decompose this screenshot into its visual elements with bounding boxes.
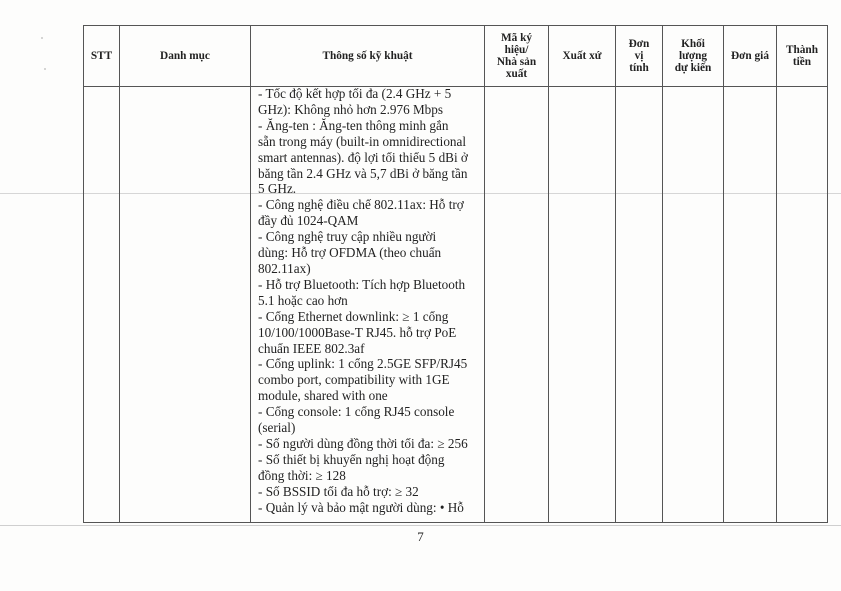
header-line: Khối (681, 37, 705, 50)
scan-speck (41, 37, 43, 39)
header-line: vị (634, 49, 644, 62)
spec-line: - Cổng Ethernet downlink: ≥ 1 cổng (258, 308, 449, 324)
header-line: hiệu/ (504, 43, 529, 56)
header-line: lượng (678, 49, 708, 62)
page-number: 7 (417, 529, 424, 544)
header-row (84, 26, 828, 87)
spec-line: đầy đủ 1024-QAM (258, 213, 359, 229)
spec-line: module, shared with one (258, 388, 388, 404)
header-thanh-tien (777, 26, 828, 87)
spec-line: 10/100/1000Base-T RJ45. hỗ trợ PoE (258, 324, 457, 340)
spec-line: - Số BSSID tối đa hỗ trợ: ≥ 32 (258, 483, 419, 499)
spec-line: - Ăng-ten : Ăng-ten thông minh gắn (258, 117, 449, 133)
header-thong-so: Thông số kỹ khuật (251, 26, 485, 87)
cell-danh-muc (120, 87, 251, 523)
spec-line: - Hỗ trợ Bluetooth: Tích hợp Bluetooth (258, 276, 466, 292)
cell-don-vi (616, 87, 663, 523)
spec-line: GHz): Không nhỏ hơn 2.976 Mbps (258, 101, 443, 117)
header-line: dự kiến (674, 62, 712, 75)
header-line: xuất (505, 68, 528, 81)
cell-thong-so (251, 87, 485, 523)
spec-line: - Tốc độ kết hợp tối đa (2.4 GHz + 5 (258, 86, 452, 101)
spec-line: băng tần 2.4 GHz và 5,7 dBi ở băng tần (258, 165, 468, 181)
spec-line: chuẩn IEEE 802.3af (258, 340, 365, 356)
spec-line: - Quản lý và bảo mật người dùng: • Hỗ (258, 499, 464, 515)
header-line: Thành (785, 43, 819, 56)
header-xuat-xu: Xuất xứ (549, 26, 616, 87)
spec-line: - Cổng console: 1 cổng RJ45 console (258, 404, 455, 420)
spec-line: dùng: Hỗ trợ OFDMA (theo chuẩn (258, 245, 442, 261)
table-row (84, 87, 828, 523)
spec-line: - Số người dùng đồng thời tối đa: ≥ 256 (258, 435, 468, 451)
header-stt: STT (84, 26, 120, 87)
spec-line: - Công nghệ điều chế 802.11ax: Hỗ trợ (258, 197, 464, 213)
header-don-gia: Đơn giá (724, 26, 777, 87)
header-ma-ky-hieu (485, 26, 549, 87)
spec-line: 5 GHz. (258, 181, 297, 197)
spec-line: đồng thời: ≥ 128 (258, 467, 346, 483)
header-khoi-luong (663, 26, 724, 87)
spec-table (83, 25, 828, 523)
header-line: Mã ký (500, 31, 533, 44)
header-line: tính (629, 62, 649, 75)
spec-line: smart antennas). độ lợi tối thiểu 5 dBi ở (258, 149, 468, 165)
cell-thanh-tien (777, 87, 828, 523)
scan-speck (44, 68, 46, 70)
spec-line: sẵn trong máy (built-in omnidirectional (258, 133, 467, 149)
header-line: tiền (792, 56, 812, 68)
cell-khoi-luong (663, 87, 724, 523)
cell-stt (84, 87, 120, 523)
spec-line: - Cổng uplink: 1 cổng 2.5GE SFP/RJ45 (258, 356, 468, 372)
scan-line (0, 525, 841, 526)
spec-line: - Công nghệ truy cập nhiều người (258, 229, 437, 245)
header-don-vi (616, 26, 663, 87)
spec-line: 5.1 hoặc cao hơn (258, 292, 348, 308)
spec-line: - Số thiết bị khuyến nghị hoạt động (258, 451, 445, 467)
cell-don-gia (724, 87, 777, 523)
header-line: Nhà sản (496, 56, 537, 68)
header-line: Đơn (628, 37, 650, 50)
cell-xuat-xu (549, 87, 616, 523)
spec-line: 802.11ax) (258, 260, 311, 276)
spec-line: combo port, compatibility with 1GE (258, 372, 450, 388)
header-danh-muc: Danh mục (120, 26, 251, 87)
spec-line: (serial) (258, 420, 296, 436)
spec-text (251, 86, 484, 515)
cell-ma-ky-hieu (485, 87, 549, 523)
